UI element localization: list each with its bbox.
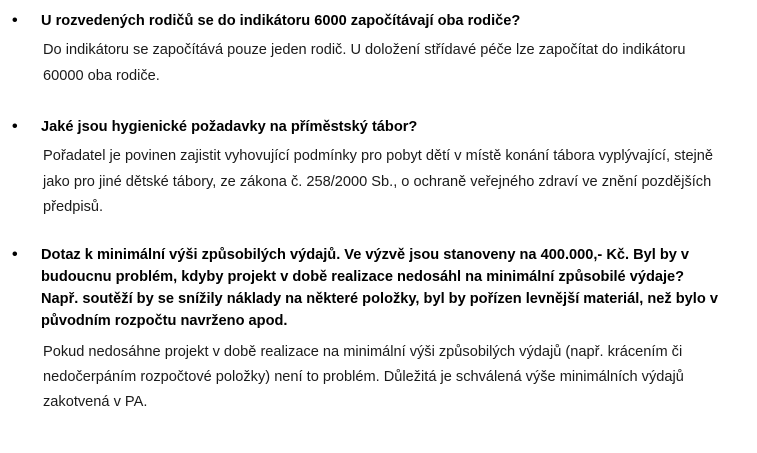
faq-answer: Pořadatel je povinen zajistit vyhovující podmínky pro pobyt dětí v místě konání tábora vyplývající, stejně jako pro jiné dětské tábory, ze zákona č. 258/2000 Sb., o ochraně veřejného zdraví ve znění pozdějších předpisů. [43, 148, 714, 215]
faq-item [0, 116, 757, 221]
faq-answer: Pokud nedosáhne projekt v době realizace na minimální výši způsobilých výdajů (např. krácením či nedočerpáním rozpočtové položky) není to problém. Důležitá je schválená výše minimálních výdajů zakotvená v PA. [43, 344, 684, 410]
faq-item [0, 244, 757, 415]
faq-question: Dotaz k minimální výši způsobilých výdajů. Ve výzvě jsou stanoveny na 400.000,- Kč. Byl by v budoucnu problém, kdyby projekt v době realizace nedosáhl na minimální způsobilé výdaje? Např. soutěží by se snížily náklady na některé položky, byl by pořízen levnější materiál, než bylo v původním rozpočtu navrženo apod. [41, 247, 718, 329]
faq-answer: Do indikátoru se započítává pouze jeden rodič. U doložení střídavé péče lze započítat do indikátoru 60000 oba rodiče. [43, 42, 686, 84]
bullet-icon: • [12, 246, 18, 263]
bullet-icon: • [12, 118, 18, 135]
faq-item [0, 10, 757, 89]
faq-question: Jaké jsou hygienické požadavky na příměstský tábor? [41, 119, 418, 135]
faq-question: U rozvedených rodičů se do indikátoru 6000 započítávají oba rodiče? [41, 13, 521, 29]
bullet-icon: • [12, 12, 18, 29]
